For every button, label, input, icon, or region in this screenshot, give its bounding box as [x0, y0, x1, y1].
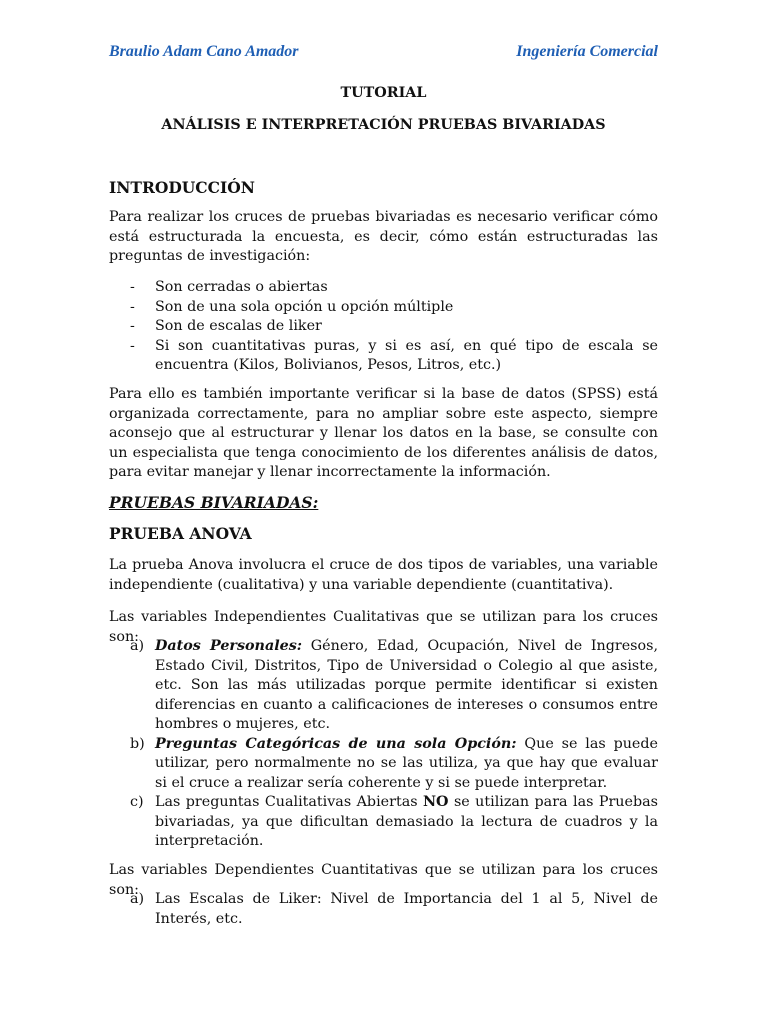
header-author: Braulio Adam Cano Amador — [109, 43, 299, 60]
bivariadas-heading: PRUEBAS BIVARIADAS: — [109, 493, 319, 512]
anova-paragraph — [109, 556, 658, 595]
page-header — [109, 42, 658, 62]
paragraph-text: Para ello es también importante verificar si la base de datos (SPSS) está organizada correctamente, para no ampliar sobre este aspecto, siempre aconsejo que al estructurar y llenar los datos en la base, se consulte con un especialista que tenga conocimiento de los diferentes análisis de datos, para evitar manejar y llenar incorrectamente la información. — [109, 386, 658, 480]
list-item-bold: Preguntas Categóricas de una sola Opción: — [155, 735, 517, 752]
paragraph-text: Las variables Dependientes Cuantitativas que se utilizan para los cruces son: — [109, 862, 658, 898]
intro-heading: INTRODUCCIÓN — [109, 178, 255, 197]
list-item — [130, 298, 658, 318]
bullet-mark: - — [130, 298, 135, 315]
list-item-mark: a) — [130, 891, 145, 907]
bullet-mark: - — [130, 318, 135, 334]
list-item-text: Son cerradas o abiertas — [155, 279, 328, 295]
intro-paragraph-1 — [109, 208, 658, 267]
paragraph-text: La prueba Anova involucra el cruce de dos tipos de variables, una variable independiente (cualitativa) y una variable dependiente (cuantitativa). — [109, 557, 658, 593]
list-item-bold: Datos Personales: — [155, 638, 303, 654]
list-item-text: Son de una sola opción u opción múltiple — [155, 298, 454, 315]
bullet-mark: - — [130, 337, 135, 354]
bullet-mark: - — [130, 279, 135, 295]
dependientes-list — [130, 890, 658, 929]
list-item-text: Las Escalas de Liker: Nivel de Importancia del 1 al 5, Nivel de Interés, etc. — [155, 891, 658, 927]
independientes-list — [130, 637, 658, 852]
document-subtitle: ANÁLISIS E INTERPRETACIÓN PRUEBAS BIVARIADAS — [161, 117, 606, 133]
list-item — [130, 337, 658, 376]
document-title: TUTORIAL — [340, 85, 427, 101]
list-item-text: Son de escalas de liker — [155, 318, 322, 334]
list-item — [130, 793, 658, 852]
list-item-mark: a) — [130, 638, 145, 654]
anova-heading: PRUEBA ANOVA — [109, 524, 252, 543]
list-item-text-before: Las preguntas Cualitativas Abiertas — [155, 794, 423, 810]
list-item-text: Género, Edad, Ocupación, Nivel de Ingresos, Estado Civil, Distritos, Tipo de Universidad o Colegio al que asiste, etc. Son las más utilizadas porque permite identificar si existen diferencias en cuanto a calificaciones de intereses o consumos entre hombres o mujeres, etc. — [155, 638, 658, 732]
list-item-mark: b) — [130, 735, 145, 752]
list-item-text: Que se las puede utilizar, pero normalmente no se las utiliza, ya que hay que evaluar si el cruce a realizar sería coherente y si se puede interpretar. — [155, 735, 659, 791]
intro-bullet-list — [130, 278, 658, 376]
paragraph-text: Para realizar los cruces de pruebas bivariadas es necesario verificar cómo está estructurada la encuesta, es decir, cómo están estructuradas las preguntas de investigación: — [109, 209, 658, 264]
list-item-bold: NO — [422, 794, 449, 810]
list-item-text: Si son cuantitativas puras, y si es así, en qué tipo de escala se encuentra (Kilos, Bolivianos, Pesos, Litros, etc.) — [155, 337, 658, 373]
paragraph-text: Las variables Independientes Cualitativas que se utilizan para los cruces son: — [109, 609, 658, 645]
list-item — [130, 637, 658, 735]
intro-paragraph-2 — [109, 385, 658, 483]
list-item-text: se utilizan para las Pruebas bivariadas, ya que dificultan demasiado la lectura de cuadros y la interpretación. — [155, 794, 658, 849]
list-item — [130, 317, 658, 337]
list-item-mark: c) — [130, 794, 144, 810]
list-item — [130, 735, 658, 794]
header-career: Ingeniería Comercial — [516, 43, 658, 60]
list-item — [130, 278, 658, 298]
list-item — [130, 890, 658, 929]
